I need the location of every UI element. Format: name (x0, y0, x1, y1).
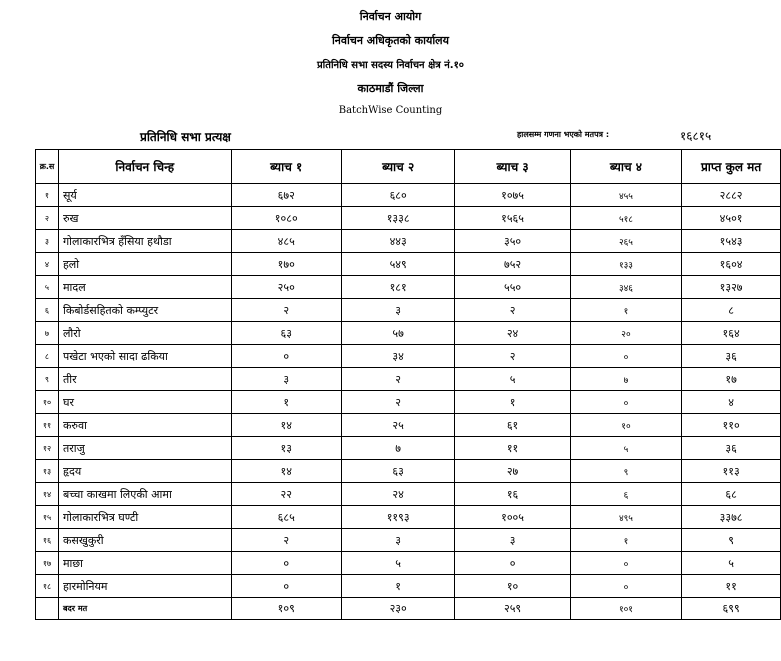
symbol-cell: मादल (58, 276, 231, 299)
batch-1-cell: १०९ (231, 598, 341, 620)
total-cell: ८ (682, 299, 781, 322)
counted-ballots-value: १६८१५ (680, 129, 712, 143)
serial-cell: २ (36, 207, 59, 230)
batch-2-cell: ३ (341, 299, 454, 322)
batch-2-cell: २ (341, 391, 454, 414)
batch-4-cell: ६ (570, 483, 681, 506)
symbol-cell: घर (58, 391, 231, 414)
total-cell: ११३ (682, 460, 781, 483)
batch-2-cell: ११९३ (341, 506, 454, 529)
invalid-votes-label: बदर मत (58, 598, 231, 620)
batch-4-cell: १०१ (570, 598, 681, 620)
symbol-cell: गोलाकारभित्र घण्टी (58, 506, 231, 529)
total-cell: ११० (682, 414, 781, 437)
table-row (36, 506, 781, 529)
batch-3-cell: २ (455, 345, 570, 368)
batch-2-cell: १३३८ (341, 207, 454, 230)
col-header-batch-4: ब्याच ४ (570, 150, 681, 184)
symbol-cell: हलो (58, 253, 231, 276)
table-row (36, 345, 781, 368)
batch-3-cell: ५५० (455, 276, 570, 299)
batch-2-cell: ३ (341, 529, 454, 552)
batch-4-cell: ५ (570, 437, 681, 460)
batch-4-cell: ४९५ (570, 506, 681, 529)
serial-cell: १७ (36, 552, 59, 575)
serial-cell: १६ (36, 529, 59, 552)
batch-4-cell: १० (570, 414, 681, 437)
total-cell: १५४३ (682, 230, 781, 253)
batch-4-cell: ० (570, 391, 681, 414)
total-cell: १६४ (682, 322, 781, 345)
symbol-cell: सूर्य (58, 184, 231, 207)
batch-4-cell: ० (570, 552, 681, 575)
symbol-cell: तराजु (58, 437, 231, 460)
constituency-title: प्रतिनिधि सभा सदस्य निर्वाचन क्षेत्र नं.१० (316, 60, 465, 71)
total-cell: ९ (682, 529, 781, 552)
batch-3-cell: २४ (455, 322, 570, 345)
serial-cell: १८ (36, 575, 59, 598)
col-header-batch-3: ब्याच ३ (455, 150, 570, 184)
batch-1-cell: ० (231, 575, 341, 598)
symbol-cell: गोलाकारभित्र हँसिया हथौडा (58, 230, 231, 253)
commission-title: निर्वाचन आयोग (359, 10, 422, 23)
batch-1-cell: ६७२ (231, 184, 341, 207)
serial-cell: ११ (36, 414, 59, 437)
batch-2-cell: २४ (341, 483, 454, 506)
batch-3-cell: ३५० (455, 230, 570, 253)
table-row (36, 483, 781, 506)
batch-1-cell: १ (231, 391, 341, 414)
batch-2-cell: ६३ (341, 460, 454, 483)
total-cell: १३२७ (682, 276, 781, 299)
symbol-cell: किबोर्डसहितको कम्प्युटर (58, 299, 231, 322)
total-cell: ३६ (682, 345, 781, 368)
serial-cell: १५ (36, 506, 59, 529)
election-type-label: प्रतिनिधि सभा प्रत्यक्ष (140, 130, 231, 144)
serial-cell: १ (36, 184, 59, 207)
serial-cell: ६ (36, 299, 59, 322)
table-row (36, 414, 781, 437)
symbol-cell: लौरो (58, 322, 231, 345)
batch-1-cell: २५० (231, 276, 341, 299)
symbol-cell: हारमोनियम (58, 575, 231, 598)
serial-cell: १३ (36, 460, 59, 483)
batch-2-cell: २५ (341, 414, 454, 437)
batch-1-cell: १४ (231, 414, 341, 437)
batch-1-cell: २ (231, 529, 341, 552)
batch-1-cell: ६८५ (231, 506, 341, 529)
total-cell: ३६ (682, 437, 781, 460)
col-header-batch-1: ब्याच १ (231, 150, 341, 184)
table-row (36, 276, 781, 299)
symbol-cell: बच्चा काखमा लिएकी आमा (58, 483, 231, 506)
batch-1-cell: १७० (231, 253, 341, 276)
batch-2-cell: ७ (341, 437, 454, 460)
col-header-batch-2: ब्याच २ (341, 150, 454, 184)
serial-cell: ३ (36, 230, 59, 253)
symbol-cell: पखेटा भएको सादा ढकिया (58, 345, 231, 368)
batch-3-cell: १ (455, 391, 570, 414)
table-row (36, 253, 781, 276)
batch-2-cell: २३० (341, 598, 454, 620)
total-cell: ३३७८ (682, 506, 781, 529)
table-row (36, 437, 781, 460)
serial-cell: ४ (36, 253, 59, 276)
batch-2-cell: ४४३ (341, 230, 454, 253)
table-row (36, 207, 781, 230)
batch-1-cell: २ (231, 299, 341, 322)
table-row (36, 184, 781, 207)
batch-2-cell: ६८० (341, 184, 454, 207)
batch-4-cell: ५१८ (570, 207, 681, 230)
table-row (36, 322, 781, 345)
batch-2-cell: ५ (341, 552, 454, 575)
batch-2-cell: ५४९ (341, 253, 454, 276)
batch-2-cell: २ (341, 368, 454, 391)
batch-3-cell: २५९ (455, 598, 570, 620)
table-row (36, 460, 781, 483)
table-header-row (36, 150, 781, 184)
batch-4-cell: २० (570, 322, 681, 345)
batch-3-cell: २७ (455, 460, 570, 483)
batch-4-cell: ० (570, 575, 681, 598)
batch-3-cell: ६१ (455, 414, 570, 437)
batch-3-cell: १५६५ (455, 207, 570, 230)
serial-cell: १४ (36, 483, 59, 506)
batch-2-cell: १८१ (341, 276, 454, 299)
batch-4-cell: १ (570, 529, 681, 552)
batch-4-cell: ९ (570, 460, 681, 483)
col-header-symbol: निर्वाचन चिन्ह (58, 150, 231, 184)
batch-3-cell: ७५२ (455, 253, 570, 276)
batch-3-cell: ३ (455, 529, 570, 552)
results-table (35, 149, 781, 620)
district-title: काठमाडौं जिल्ला (357, 82, 424, 95)
batch-3-cell: ५ (455, 368, 570, 391)
table-row (36, 368, 781, 391)
total-cell: ४५०१ (682, 207, 781, 230)
batch-3-cell: ० (455, 552, 570, 575)
batch-2-cell: ३४ (341, 345, 454, 368)
symbol-cell: करुवा (58, 414, 231, 437)
batch-3-cell: २ (455, 299, 570, 322)
serial-cell (36, 598, 59, 620)
batch-1-cell: २२ (231, 483, 341, 506)
table-row (36, 299, 781, 322)
batch-4-cell: ७ (570, 368, 681, 391)
table-row (36, 552, 781, 575)
serial-cell: १० (36, 391, 59, 414)
batch-4-cell: ४५५ (570, 184, 681, 207)
batch-1-cell: १४ (231, 460, 341, 483)
batch-4-cell: १३३ (570, 253, 681, 276)
symbol-cell: हृदय (58, 460, 231, 483)
total-cell: ६९९ (682, 598, 781, 620)
batch-4-cell: २६५ (570, 230, 681, 253)
batch-1-cell: १३ (231, 437, 341, 460)
batch-3-cell: १६ (455, 483, 570, 506)
serial-cell: ९ (36, 368, 59, 391)
total-cell: १७ (682, 368, 781, 391)
batch-4-cell: १ (570, 299, 681, 322)
total-cell: २८८२ (682, 184, 781, 207)
batch-3-cell: १० (455, 575, 570, 598)
batch-1-cell: ० (231, 552, 341, 575)
table-row (36, 230, 781, 253)
invalid-votes-row (36, 598, 781, 620)
batch-1-cell: ४८५ (231, 230, 341, 253)
serial-cell: ७ (36, 322, 59, 345)
batch-3-cell: १००५ (455, 506, 570, 529)
table-row (36, 575, 781, 598)
total-cell: ५ (682, 552, 781, 575)
total-cell: ४ (682, 391, 781, 414)
symbol-cell: कसखुकुरी (58, 529, 231, 552)
batch-2-cell: १ (341, 575, 454, 598)
batch-4-cell: ० (570, 345, 681, 368)
symbol-cell: तीर (58, 368, 231, 391)
batch-1-cell: ० (231, 345, 341, 368)
col-header-sn: क्र.स (36, 150, 59, 184)
batch-4-cell: ३४६ (570, 276, 681, 299)
batch-1-cell: ३ (231, 368, 341, 391)
batch-3-cell: ११ (455, 437, 570, 460)
counted-ballots-label: हालसम्म गणना भएको मतपत्र : (517, 130, 610, 139)
symbol-cell: रुख (58, 207, 231, 230)
batch-3-cell: १०७५ (455, 184, 570, 207)
office-title: निर्वाचन अधिकृतको कार्यालय (331, 34, 450, 47)
batch-1-cell: १०८० (231, 207, 341, 230)
serial-cell: ८ (36, 345, 59, 368)
batch-2-cell: ५७ (341, 322, 454, 345)
table-row (36, 529, 781, 552)
col-header-total: प्राप्त कुल मत (682, 150, 781, 184)
batch-1-cell: ६३ (231, 322, 341, 345)
total-cell: ६८ (682, 483, 781, 506)
serial-cell: ५ (36, 276, 59, 299)
symbol-cell: माछा (58, 552, 231, 575)
total-cell: ११ (682, 575, 781, 598)
table-row (36, 391, 781, 414)
total-cell: १६०४ (682, 253, 781, 276)
table-body (36, 184, 781, 620)
serial-cell: १२ (36, 437, 59, 460)
report-title: BatchWise Counting (338, 105, 443, 116)
